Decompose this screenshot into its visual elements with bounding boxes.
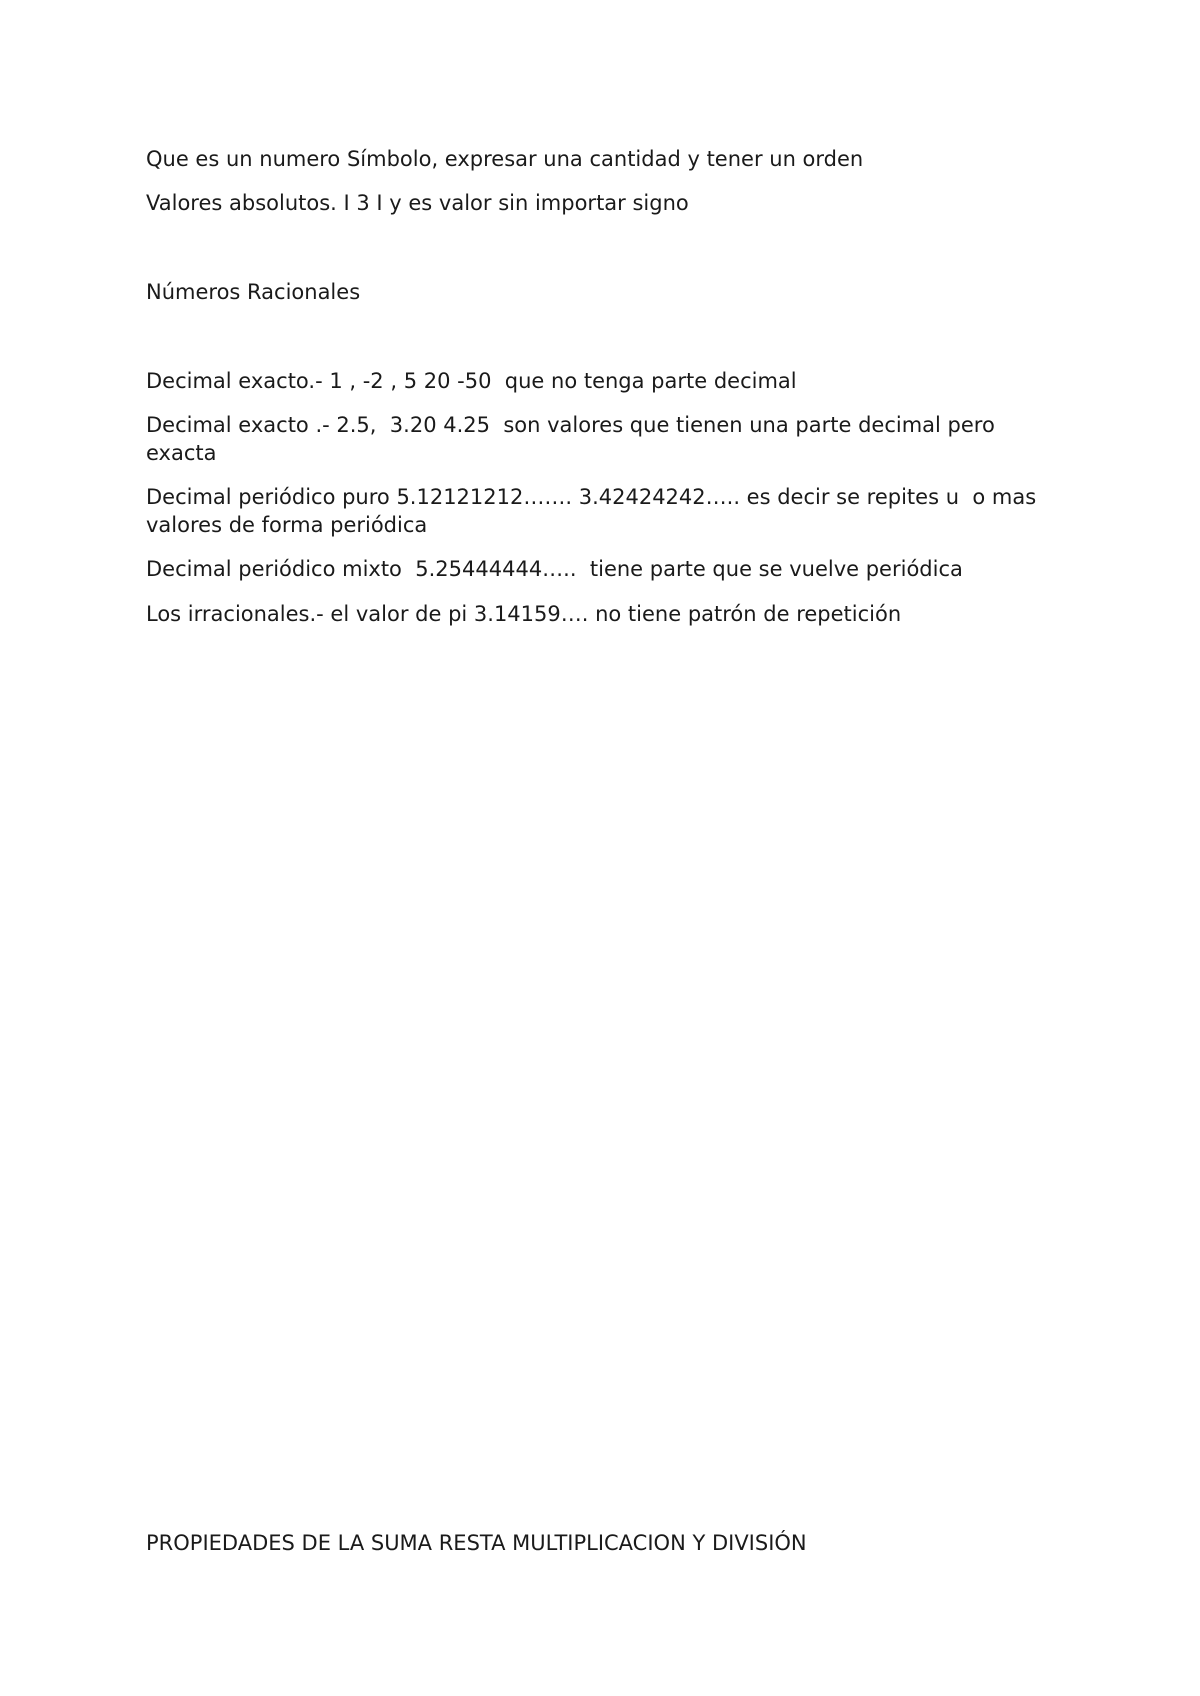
propiedades-heading: PROPIEDADES DE LA SUMA RESTA MULTIPLICACION Y DIVISIÓN: [146, 1531, 807, 1555]
irracionales: Los irracionales.- el valor de pi 3.14159…. no tiene patrón de repetición: [146, 602, 902, 626]
decimal-periodico-mixto: Decimal periódico mixto 5.25444444….. tiene parte que se vuelve periódica: [146, 557, 963, 581]
section-heading-racionales: Números Racionales: [146, 280, 361, 304]
decimal-periodico-puro: Decimal periódico puro 5.12121212……. 3.42424242….. es decir se repites u o mas valores de forma periódica: [146, 485, 1043, 537]
decimal-exacto-enteros: Decimal exacto.- 1 , -2 , 5 20 -50 que no tenga parte decimal: [146, 369, 797, 393]
decimal-exacto-con-decimales: Decimal exacto .- 2.5, 3.20 4.25 son valores que tienen una parte decimal pero exacta: [146, 413, 1002, 465]
definition-numero: Que es un numero Símbolo, expresar una cantidad y tener un orden: [146, 147, 864, 171]
definition-valores-absolutos: Valores absolutos. I 3 I y es valor sin importar signo: [146, 191, 689, 215]
